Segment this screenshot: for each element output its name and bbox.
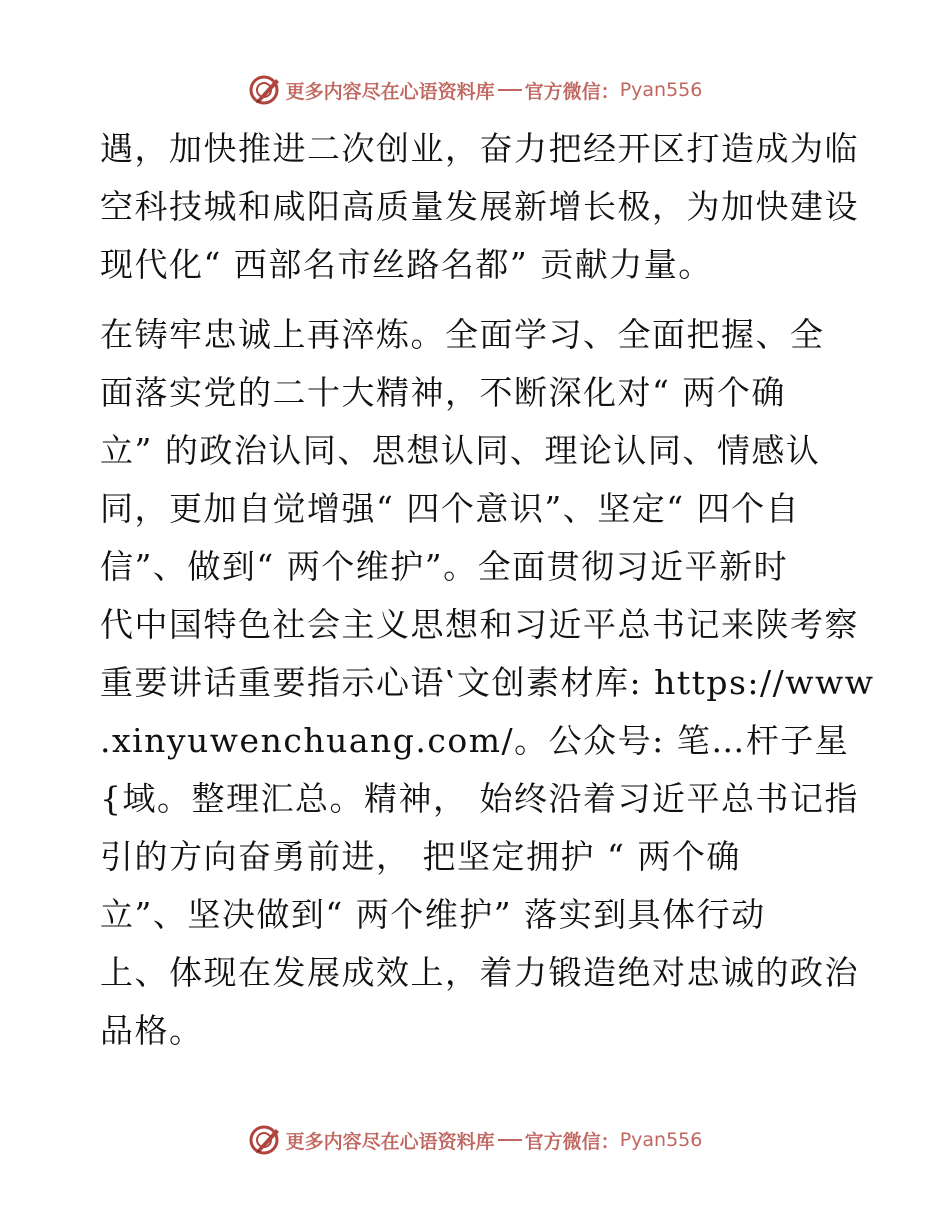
text-line: 现代化“ 西部名市丝路名都” 贡献力量。	[100, 245, 713, 284]
banner-contact-label: 官方微信：	[524, 1130, 620, 1153]
text-line: 遇，加快推进二次创业，奋力把经开区打造成为临	[100, 129, 859, 168]
text-line: 信”、做到“ 两个维护”。全面贯彻习近平新时	[100, 547, 789, 586]
text-line: 上、体现在发展成效上，着力锻造绝对忠诚的政治	[100, 953, 859, 992]
banner-contact-label: 官方微信：	[524, 80, 620, 103]
pen-circle-logo-icon	[248, 1123, 282, 1157]
document-body	[100, 120, 875, 1060]
text-line: 面落实党的二十大精神，不断深化对“ 两个确	[100, 373, 786, 412]
paragraph-2	[100, 306, 875, 1060]
banner-site-text: 更多内容尽在心语资料库	[285, 1130, 495, 1153]
text-line: 代中国特色社会主义思想和习近平总书记来陕考察	[100, 605, 859, 644]
header-banner	[0, 70, 950, 110]
banner-contact-account: Pyan556	[619, 79, 703, 101]
paragraph-1	[100, 120, 860, 294]
pen-circle-logo-icon	[248, 73, 282, 107]
text-line: {域。整理汇总。精神， 始终沿着习近平总书记指	[100, 779, 859, 818]
banner-dash	[498, 89, 522, 91]
text-line: 重要讲话重要指示心语‛文创素材库: https://www	[100, 663, 875, 702]
text-line: 在铸牢忠诚上再淬炼。全面学习、全面把握、全	[100, 315, 825, 354]
paragraph-gap	[100, 294, 860, 306]
text-line: 空科技城和咸阳高质量发展新增长极，为加快建设	[100, 187, 859, 226]
text-line: 立”、坚决做到“ 两个维护” 落实到具体行动	[100, 895, 766, 934]
text-line: 品格。	[100, 1011, 204, 1050]
banner-site-text: 更多内容尽在心语资料库	[285, 80, 495, 103]
banner-dash	[498, 1139, 522, 1141]
text-line: 引的方向奋勇前进， 把坚定拥护 “ 两个确	[100, 837, 741, 876]
text-line: 立” 的政治认同、思想认同、理论认同、情感认	[100, 431, 821, 470]
banner-contact-account: Pyan556	[619, 1129, 703, 1151]
text-line: 同，更加自觉增强“ 四个意识”、坚定“ 四个自	[100, 489, 801, 528]
text-line: .xinyuwenchuang.com/。公众号: 笔…杆子星	[100, 721, 850, 760]
footer-banner	[0, 1120, 950, 1160]
